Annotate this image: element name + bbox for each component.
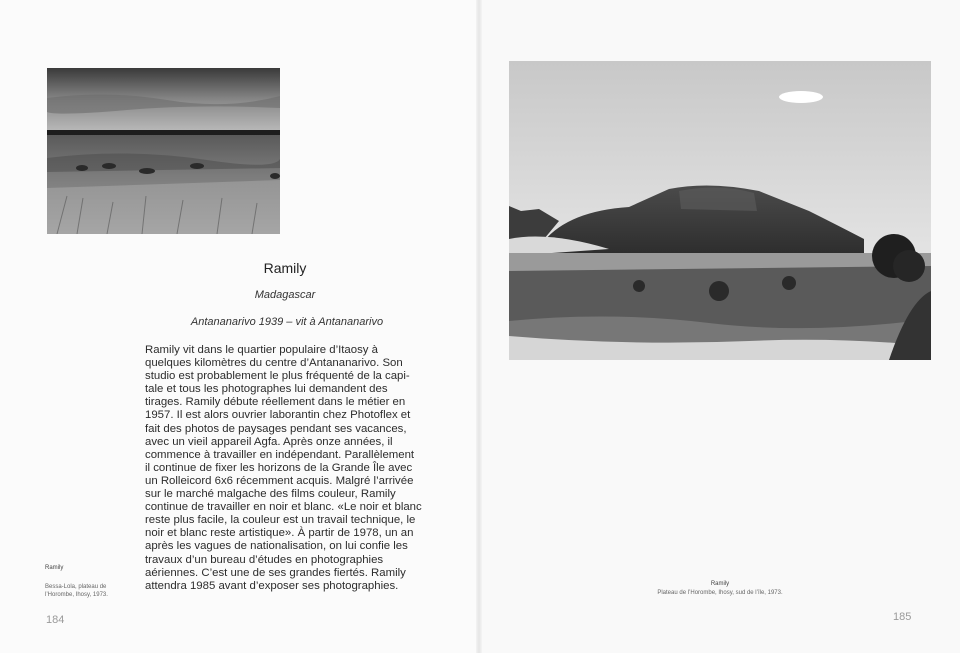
photo-caption-description: Bessa-Lola, plateau de l’Horombe, Ihosy, 1973. <box>45 584 108 598</box>
body-line: continue de travailler en noir et blanc. «Le noir et blanc <box>145 501 422 514</box>
body-line: reste plus facile, la couleur est un travail technique, le <box>145 514 416 527</box>
body-line: fait des photos de paysages pendant ses vacances, <box>145 422 407 435</box>
body-line: après les vagues de nationalisation, on lui confie les <box>145 540 408 553</box>
body-line: aériennes. C’est une de ses grandes fiertés. Ramily <box>145 566 406 579</box>
body-line: tale et tous les photographes lui demandent des <box>145 383 388 396</box>
biography-text <box>145 344 428 593</box>
body-line: attendra 1985 avant d’exposer ses photographies. <box>145 579 399 592</box>
body-line: il continue de fixer les horizons de la Grande Île avec <box>145 461 413 474</box>
body-line: Ramily vit dans le quartier populaire d’Itaosy à <box>145 344 378 356</box>
landscape-photo-left <box>47 68 280 234</box>
photographer-bio: Antananarivo 1939 – vit à Antananarivo <box>190 316 384 328</box>
body-line: travaux d’un bureau d’études en photographies <box>145 553 384 566</box>
body-line: sur le marché malgache des films couleur, Ramily <box>145 488 396 501</box>
book-gutter <box>476 0 482 653</box>
body-line: un Rolleicord 6x6 récemment acquis. Malgré l’arrivée <box>145 474 414 487</box>
photo-caption-description: Plateau de l’Horombe, Ihosy, sud de l’île, 1973. <box>657 590 783 596</box>
landscape-photo-right <box>509 61 931 360</box>
body-line: tirages. Ramily débute réellement dans le métier en <box>145 396 406 409</box>
photographer-name: Ramily <box>263 260 307 276</box>
photographer-country: Madagascar <box>254 289 316 301</box>
body-line: commence à travailler en indépendant. Parallèlement <box>145 448 415 461</box>
page-number: 185 <box>893 611 912 623</box>
photo-caption-credit: Ramily <box>710 581 730 587</box>
body-line: quelques kilomètres du centre d’Antananarivo. Son <box>145 357 403 370</box>
body-line: studio est probablement le plus fréquenté de la capi- <box>145 370 410 383</box>
photo-caption-credit: Ramily <box>45 565 64 571</box>
page-number: 184 <box>46 614 65 626</box>
body-line: avec un vieil appareil Agfa. Après onze années, il <box>145 435 393 448</box>
body-line: noir et blanc reste artistique». À partir de 1978, un an <box>145 527 414 540</box>
body-line: 1957. Il est alors ouvrier laborantin chez Photoflex et <box>145 409 411 422</box>
